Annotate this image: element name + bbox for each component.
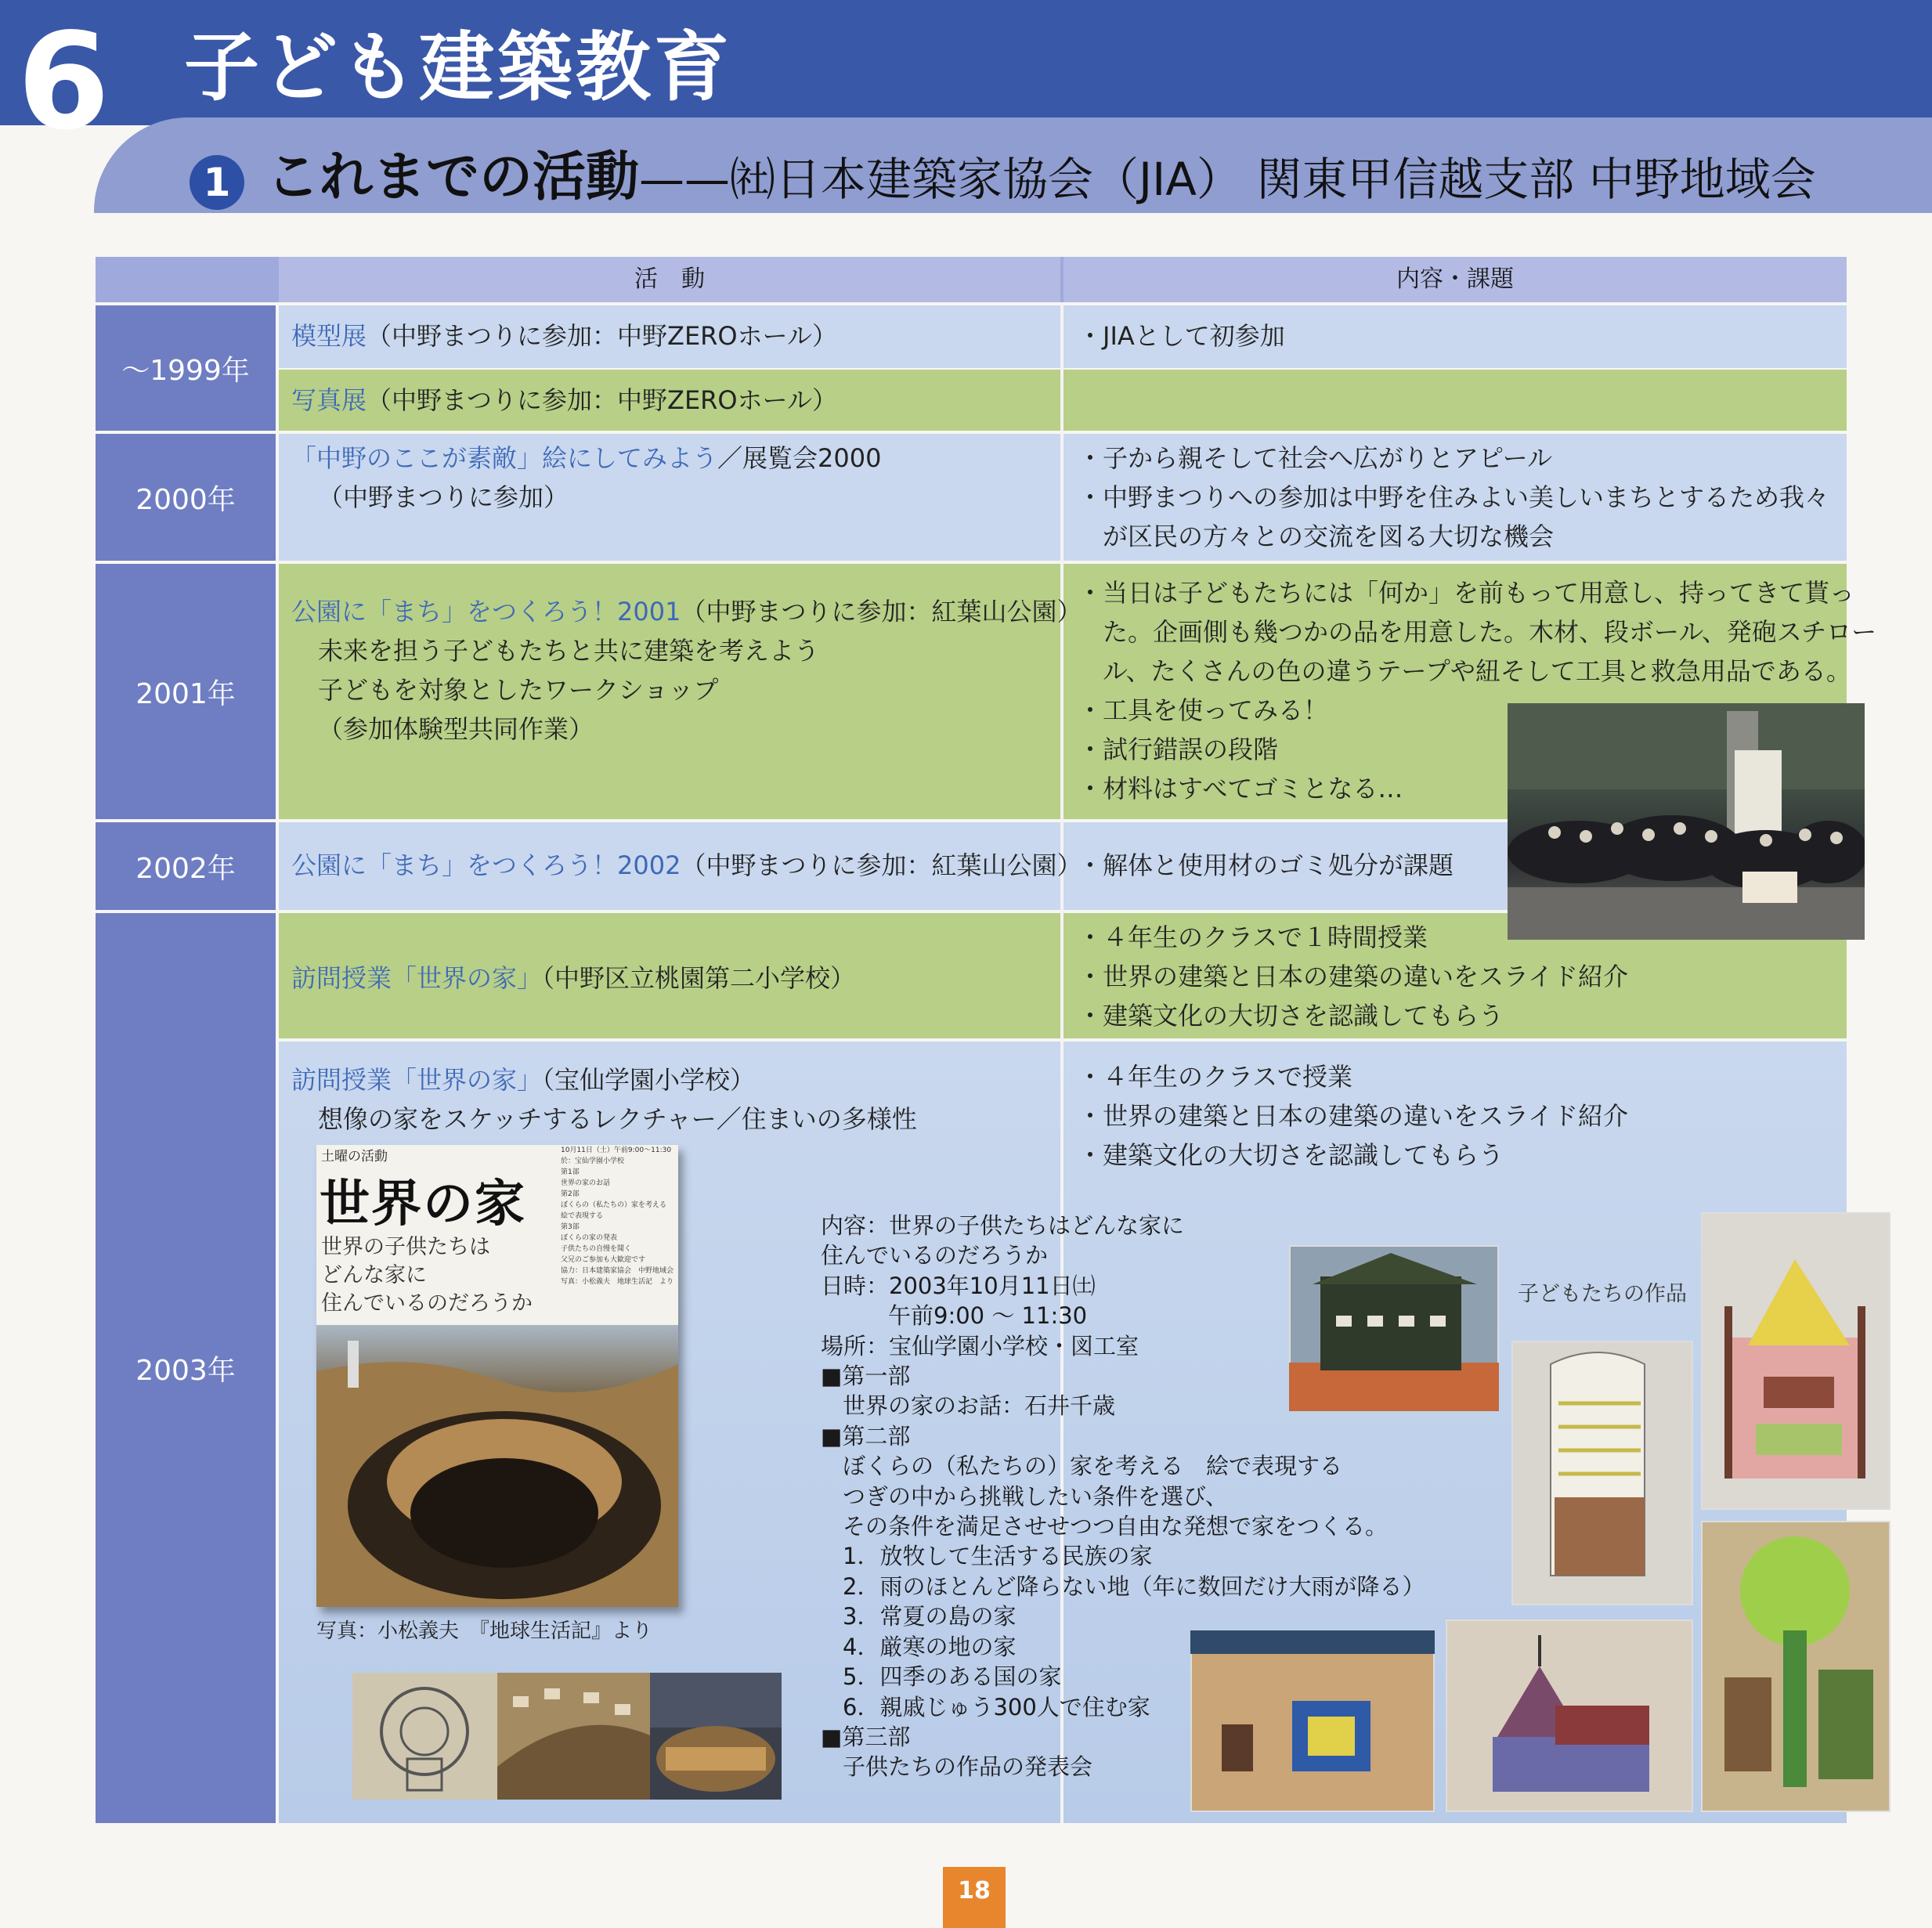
poster-kicker: 土曜の活動 (321, 1149, 388, 1164)
content-line: ・世界の建築と日本の建築の違いをスライド紹介 (1078, 1101, 1629, 1131)
poster-title: 世界の家 (320, 1175, 526, 1233)
activity-sub: （中野まつりに参加） (318, 482, 569, 512)
poster-side-line: 第1部 (561, 1168, 580, 1176)
content-line: ・４年生のクラスで授業 (1078, 1062, 1353, 1092)
content-line: ・解体と使用材のゴミ処分が課題 (1078, 850, 1454, 880)
poster-side-line: 子供たちの自慢を聞く (561, 1245, 632, 1253)
content-line: ・JIAとして初参加 (1078, 321, 1285, 351)
activity-title: 「中野のここが素敵」絵にしてみよう (291, 443, 718, 473)
poster-side-text (561, 1145, 675, 1287)
section-org: ——㈳日本建築家協会（JIA） 関東甲信越支部 中野地域会 (639, 153, 1816, 206)
column-header-content: 内容・課題 (1064, 257, 1847, 302)
activity-1999-photo (291, 381, 837, 420)
content-line: ・子から親そして社会へ広がりとアピール (1078, 443, 1553, 473)
year-cell-1999 (96, 305, 276, 431)
slide-village-image (497, 1673, 650, 1800)
content-line: ・建築文化の大切さを認識してもらう (1078, 1140, 1504, 1170)
content-line: ・世界の建築と日本の建築の違いをスライド紹介 (1078, 962, 1629, 991)
content-line: ・中野まつりへの参加は中野を住みよい美しいまちとするため我々 (1078, 482, 1830, 512)
content-line: ・建築文化の大切さを認識してもらう (1078, 1001, 1504, 1031)
content-line: た。企画側も幾つかの品を用意した。木材、段ボール、発砲スチロー (1078, 617, 1877, 647)
year-label: 2003年 (135, 1354, 236, 1387)
content-line: が区民の方々との交流を図る大切な機会 (1078, 522, 1555, 551)
detail-line: 子供たちの作品の発表会 (843, 1753, 1093, 1781)
poster-side-line: 絵で表現する (561, 1212, 604, 1220)
section-title-main: これまでの活動 (266, 146, 640, 208)
kids-artwork-caption: 子どもたちの作品 (1518, 1282, 1687, 1306)
year-label: ～1999年 (121, 354, 250, 387)
detail-section-heading: ■ 第三部 (821, 1722, 1425, 1752)
year-cell-2001 (96, 564, 276, 819)
activity-title: 公園に「まち」をつくろう！2001 (291, 597, 681, 626)
chapter-number: 6 (17, 5, 110, 160)
kids-artwork-1 (1289, 1245, 1499, 1411)
kids-artwork-3 (1511, 1341, 1693, 1605)
content-2003-hosen (1078, 1057, 1628, 1175)
poster-side-line: 第3部 (561, 1223, 580, 1231)
activity-title: 写真展 (291, 385, 367, 415)
poster-photo-art (316, 1325, 678, 1607)
poster-side-line: 世界の家のお話 (561, 1179, 611, 1187)
year-label: 2002年 (135, 852, 236, 885)
year-cell-2000 (96, 434, 276, 561)
detail-line: その条件を満足させせつつ自由な発想で家をつくる。 (843, 1513, 1389, 1540)
detail-line: 世界の家のお話：石井千歳 (843, 1392, 1116, 1420)
detail-line: ぼくらの（私たちの）家を考える 絵で表現する (843, 1453, 1343, 1480)
activity-title: 公園に「まち」をつくろう！2002 (291, 850, 681, 880)
content-line: ル、たくさんの色の違うテープや紐そして工具と救急用品である。 (1078, 656, 1851, 686)
photo-credit: 写真：小松義夫 『地球生活記』より (316, 1619, 653, 1643)
content-line: ・工具を使ってみる！ (1078, 695, 1329, 725)
activity-note: （中野区立桃園第二小学校） (542, 963, 856, 993)
section-title (266, 146, 1816, 208)
chapter-title: 子ども建築教育 (184, 23, 732, 111)
activity-note: ／展覧会2000 (717, 443, 882, 473)
content-line: ・材料はすべてゴミとなる… (1078, 774, 1403, 803)
year-cell-2003 (96, 913, 276, 1823)
content-2003-momozono (1078, 918, 1628, 1035)
activity-note: （中野まつりに参加：紅葉山公園） (681, 850, 1082, 880)
detail-line: 内容：世界の子供たちはどんな家に (821, 1212, 1185, 1239)
poster-side-line: 第2部 (561, 1190, 580, 1198)
detail-line: 1．放牧して生活する民族の家 (843, 1543, 1153, 1570)
activity-2002 (291, 846, 1082, 885)
column-header-activity: 活 動 (279, 257, 1060, 302)
poster-side-line: ぼくらの（私たちの）家を考える (561, 1201, 667, 1209)
year-label: 2000年 (135, 483, 236, 516)
slide-roundhouse-image (650, 1673, 782, 1800)
workshop-group-photo (1508, 703, 1865, 940)
slide-drawing-image (352, 1673, 497, 1800)
activity-2003-hosen (291, 1060, 917, 1139)
poster-side-line: 写真：小松義夫 地球生活記 より (561, 1278, 674, 1286)
activity-2000 (291, 439, 881, 517)
detail-line: つぎの中から挑戦したい条件を選び、 (843, 1482, 1228, 1510)
detail-line: 午前9:00 ～ 11:30 (888, 1302, 1088, 1330)
activity-line: 未来を担う子どもたちと共に建築を考えよう (318, 636, 820, 666)
year-label: 2001年 (135, 677, 236, 710)
activity-note: （中野まつりに参加：中野ZEROホール） (367, 385, 837, 415)
detail-section-heading: ■ 第二部 (821, 1421, 1425, 1451)
activity-note: （中野まつりに参加：中野ZEROホール） (367, 321, 837, 351)
activity-line: 子どもを対象としたワークショップ (318, 675, 719, 705)
content-line: ・４年生のクラスで１時間授業 (1078, 922, 1428, 952)
activity-1999-model (291, 316, 837, 356)
activity-title: 訪問授業「世界の家」 (291, 1065, 543, 1095)
activity-note: （宝仙学園小学校） (542, 1065, 756, 1095)
content-2000 (1078, 439, 1829, 556)
poster-side-line: 於：宝仙学園小学校 (561, 1157, 625, 1165)
poster-landscape-photo (316, 1325, 678, 1607)
poster-subtitle-line: 世界の子供たちは (321, 1235, 490, 1259)
detail-line: 4．厳寒の地の家 (843, 1633, 1017, 1660)
poster-subtitle (321, 1233, 540, 1318)
poster-side-line: 父兄のご参加も大歓迎です (561, 1256, 646, 1264)
kids-artwork-4 (1701, 1521, 1890, 1812)
poster-subtitle-line: 住んでいるのだろうか (321, 1291, 533, 1316)
detail-line: 3．常夏の島の家 (843, 1603, 1017, 1630)
detail-section-heading: ■ 第一部 (821, 1361, 1425, 1391)
poster-side-line: 10月11日（土）午前9:00〜11:30 (561, 1146, 672, 1154)
activity-2001 (291, 592, 1082, 749)
content-line: ・当日は子どもたちには「何か」を前もって用意し、持ってきて貰っ (1078, 578, 1855, 608)
year-cell-2002 (96, 822, 276, 910)
kids-artwork-5 (1190, 1630, 1435, 1812)
kids-artwork-6 (1446, 1619, 1693, 1812)
detail-line: 5．四季のある国の家 (843, 1663, 1062, 1691)
section-number-badge: 1 (190, 155, 244, 210)
activity-sub: 想像の家をスケッチするレクチャー／住まいの多様性 (318, 1104, 917, 1134)
activity-title: 模型展 (291, 321, 367, 351)
detail-line: 6．親戚じゅう300人で住む家 (843, 1693, 1150, 1720)
detail-line: 住んでいるのだろうか (821, 1242, 1049, 1269)
activity-line: （参加体験型共同作業） (318, 714, 594, 744)
detail-line: 日時：2003年10月11日㈯ (821, 1272, 1096, 1299)
poster-subtitle-line: どんな家に (321, 1263, 427, 1287)
detail-line: 場所：宝仙学園小学校・図工室 (821, 1332, 1139, 1359)
activity-title: 訪問授業「世界の家」 (291, 963, 543, 993)
activity-2003-momozono (291, 959, 855, 998)
workshop-photo-art (1508, 703, 1865, 940)
detail-line: 2．雨のほとんど降らない地（年に数回だけ大雨が降る） (843, 1572, 1425, 1600)
content-line: ・試行錯誤の段階 (1078, 735, 1279, 764)
poster-side-line: ぼくらの家の発表 (561, 1234, 618, 1242)
page-number: 18 (943, 1867, 1006, 1928)
content-1999 (1078, 316, 1285, 356)
slide-image-strip (352, 1673, 782, 1800)
content-2002 (1078, 846, 1454, 885)
kids-artwork-2 (1701, 1212, 1890, 1510)
activity-note: （中野まつりに参加：紅葉山公園） (681, 597, 1082, 626)
poster-side-line: 協力：日本建築家協会 中野地域会 (561, 1267, 674, 1275)
